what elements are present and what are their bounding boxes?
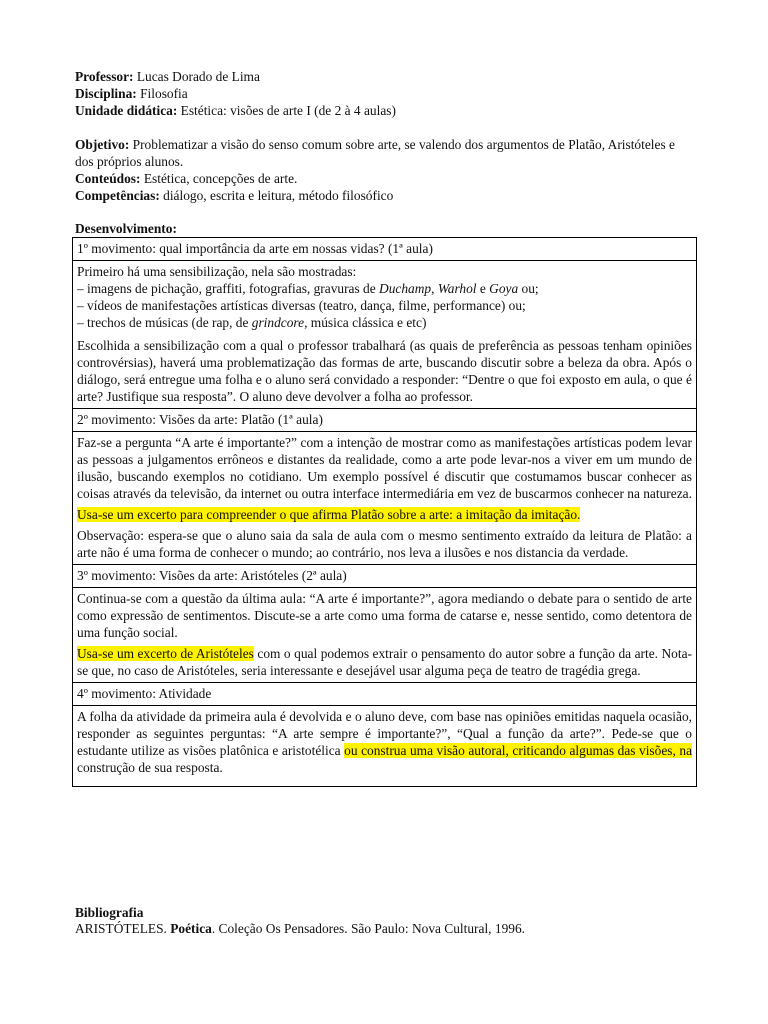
objetivo-label: Objetivo: xyxy=(75,137,130,152)
bibliografia-title: Bibliografia xyxy=(75,905,144,920)
mov4-paragraph: A folha da atividade da primeira aula é devolvida e o aluno deve, com base nas opiniões emitidas naquela ocasião, responder as seguintes perguntas: “A arte sempre é importante?”, “Qual a função da arte?”. Pede-se que o estudante utilize as visões platônica e aristotélica ou construa uma visão autoral, criticando algumas das visões, na construção de sua resposta. xyxy=(77,709,693,775)
unidade-value: Estética: visões de arte I (de 2 à 4 aulas) xyxy=(177,103,396,118)
warhol-name: Warhol xyxy=(437,281,477,296)
mov2-paragraph-2: Observação: espera-se que o aluno saia da sala de aula com o mesmo sentimento extraído da leitura de Platão: a arte não é uma forma de conhecer o mundo; ao contrário, nos leva a ilusões e nos distancia da verdade. xyxy=(77,528,692,560)
mov3-paragraph-2: Usa-se um excerto de Aristóteles com o qual podemos extrair o pensamento do autor sobre a função da arte. Nota-se que, no caso de Aristóteles, seria interessante e desejável usar alguma peça de teatro de tragédia grega. xyxy=(77,646,692,678)
mov1-title-row xyxy=(73,238,697,261)
mov1-bullet-music: – trechos de músicas (de rap, de grindcore, música clássica e etc) xyxy=(77,315,427,330)
professor-line xyxy=(75,68,695,85)
mov1-bullet-images: – imagens de pichação, graffiti, fotografias, gravuras de Duchamp, Warhol e Goya ou; xyxy=(77,281,539,296)
mov3-body-row xyxy=(73,588,697,683)
header-spacer xyxy=(75,119,695,136)
mov2-highlight: Usa-se um excerto para compreender o que afirma Platão sobre a arte: a imitação da imitação. xyxy=(77,507,581,522)
competencias-label: Competências: xyxy=(75,188,160,203)
lesson-plan-table xyxy=(72,237,697,787)
mov1-paragraph: Escolhida a sensibilização com a qual o professor trabalhará (as quais de preferência as pessoas tenham opiniões controvérsias), haverá uma problematização das formas de arte, buscando discutir sobre a beleza da obra. Após o diálogo, será entregue uma folha e o aluno será convidado a responder: “Dentre o que foi exposto em aula, o que é arte? Justifique sua resposta”. O aluno deve devolver a folha ao professor. xyxy=(77,338,692,404)
objetivo-value: Problematizar a visão do senso comum sobre arte, se valendo dos argumentos de Platão, Aristóteles e dos próprios alunos. xyxy=(75,137,675,169)
mov2-title-row xyxy=(73,409,697,432)
desenvolvimento-title: Desenvolvimento: xyxy=(75,221,177,236)
unidade-line xyxy=(75,102,695,119)
mov3-title: 3º movimento: Visões da arte: Aristóteles (2ª aula) xyxy=(73,565,697,588)
unidade-label: Unidade didática: xyxy=(75,103,178,118)
bibliografia-reference: ARISTÓTELES. Poética. Coleção Os Pensadores. São Paulo: Nova Cultural, 1996. xyxy=(75,921,526,936)
mov4-title-row xyxy=(73,683,697,706)
conteudos-value: Estética, concepções de arte. xyxy=(140,171,298,186)
mov4-highlight: ou construa uma visão autoral, criticando algumas das visões, na xyxy=(344,743,693,758)
mov1-bullet-videos: – vídeos de manifestações artísticas diversas (teatro, dança, filme, performance) ou; xyxy=(77,298,526,313)
mov2-body-row xyxy=(73,432,697,565)
competencias-value: diálogo, escrita e leitura, método filosófico xyxy=(159,188,394,203)
mov1-intro: Primeiro há uma sensibilização, nela são mostradas: xyxy=(77,264,357,279)
mov2-paragraph-1: Faz-se a pergunta “A arte é importante?” com a intenção de mostrar como as manifestações artísticas podem levar as pessoas a julgamentos errôneos e distantes da realidade, como a arte pode levar-nos a viver em um mundo de ilusão, buscando exemplos no cotidiano. Um exemplo possível é discutir que costumamos buscar conhecer as coisas através da televisão, da internet ou outra interface intermediária em vez de buscarmos conhecer na natureza. xyxy=(77,435,692,501)
mov1-title: 1º movimento: qual importância da arte em nossas vidas? (1ª aula) xyxy=(73,238,697,261)
mov4-body xyxy=(73,706,697,787)
lesson-header xyxy=(75,68,695,204)
disciplina-line xyxy=(75,85,695,102)
goya-name: Goya xyxy=(489,281,519,296)
mov1-body-row xyxy=(73,261,697,409)
conteudos-line xyxy=(75,170,695,187)
mov4-title: 4º movimento: Atividade xyxy=(73,683,697,706)
mov3-title-row xyxy=(73,565,697,588)
grindcore-word: grindcore xyxy=(251,315,305,330)
mov2-highlight-line xyxy=(77,506,692,523)
disciplina-value: Filosofia xyxy=(136,86,188,101)
mov3-paragraph-1: Continua-se com a questão da última aula: “A arte é importante?”, agora mediando o debate para o sentido de arte como expressão de sentimentos. Discute-se a arte como uma forma de catarse e, nesse sentido, como detentora de uma função social. xyxy=(77,591,692,640)
mov3-highlight: Usa-se um excerto de Aristóteles xyxy=(77,646,254,661)
objetivo-line xyxy=(75,136,695,170)
mov1-body xyxy=(73,261,697,409)
mov3-body xyxy=(73,588,697,683)
competencias-line xyxy=(75,187,695,204)
mov4-body-row xyxy=(73,706,697,787)
poetica-title: Poética xyxy=(170,921,212,936)
mov2-body xyxy=(73,432,697,565)
duchamp-name: Duchamp xyxy=(379,281,432,296)
professor-label: Professor: xyxy=(75,69,134,84)
disciplina-label: Disciplina: xyxy=(75,86,137,101)
professor-value: Lucas Dorado de Lima xyxy=(133,69,260,84)
conteudos-label: Conteúdos: xyxy=(75,171,141,186)
mov2-title: 2º movimento: Visões da arte: Platão (1ª aula) xyxy=(73,409,697,432)
